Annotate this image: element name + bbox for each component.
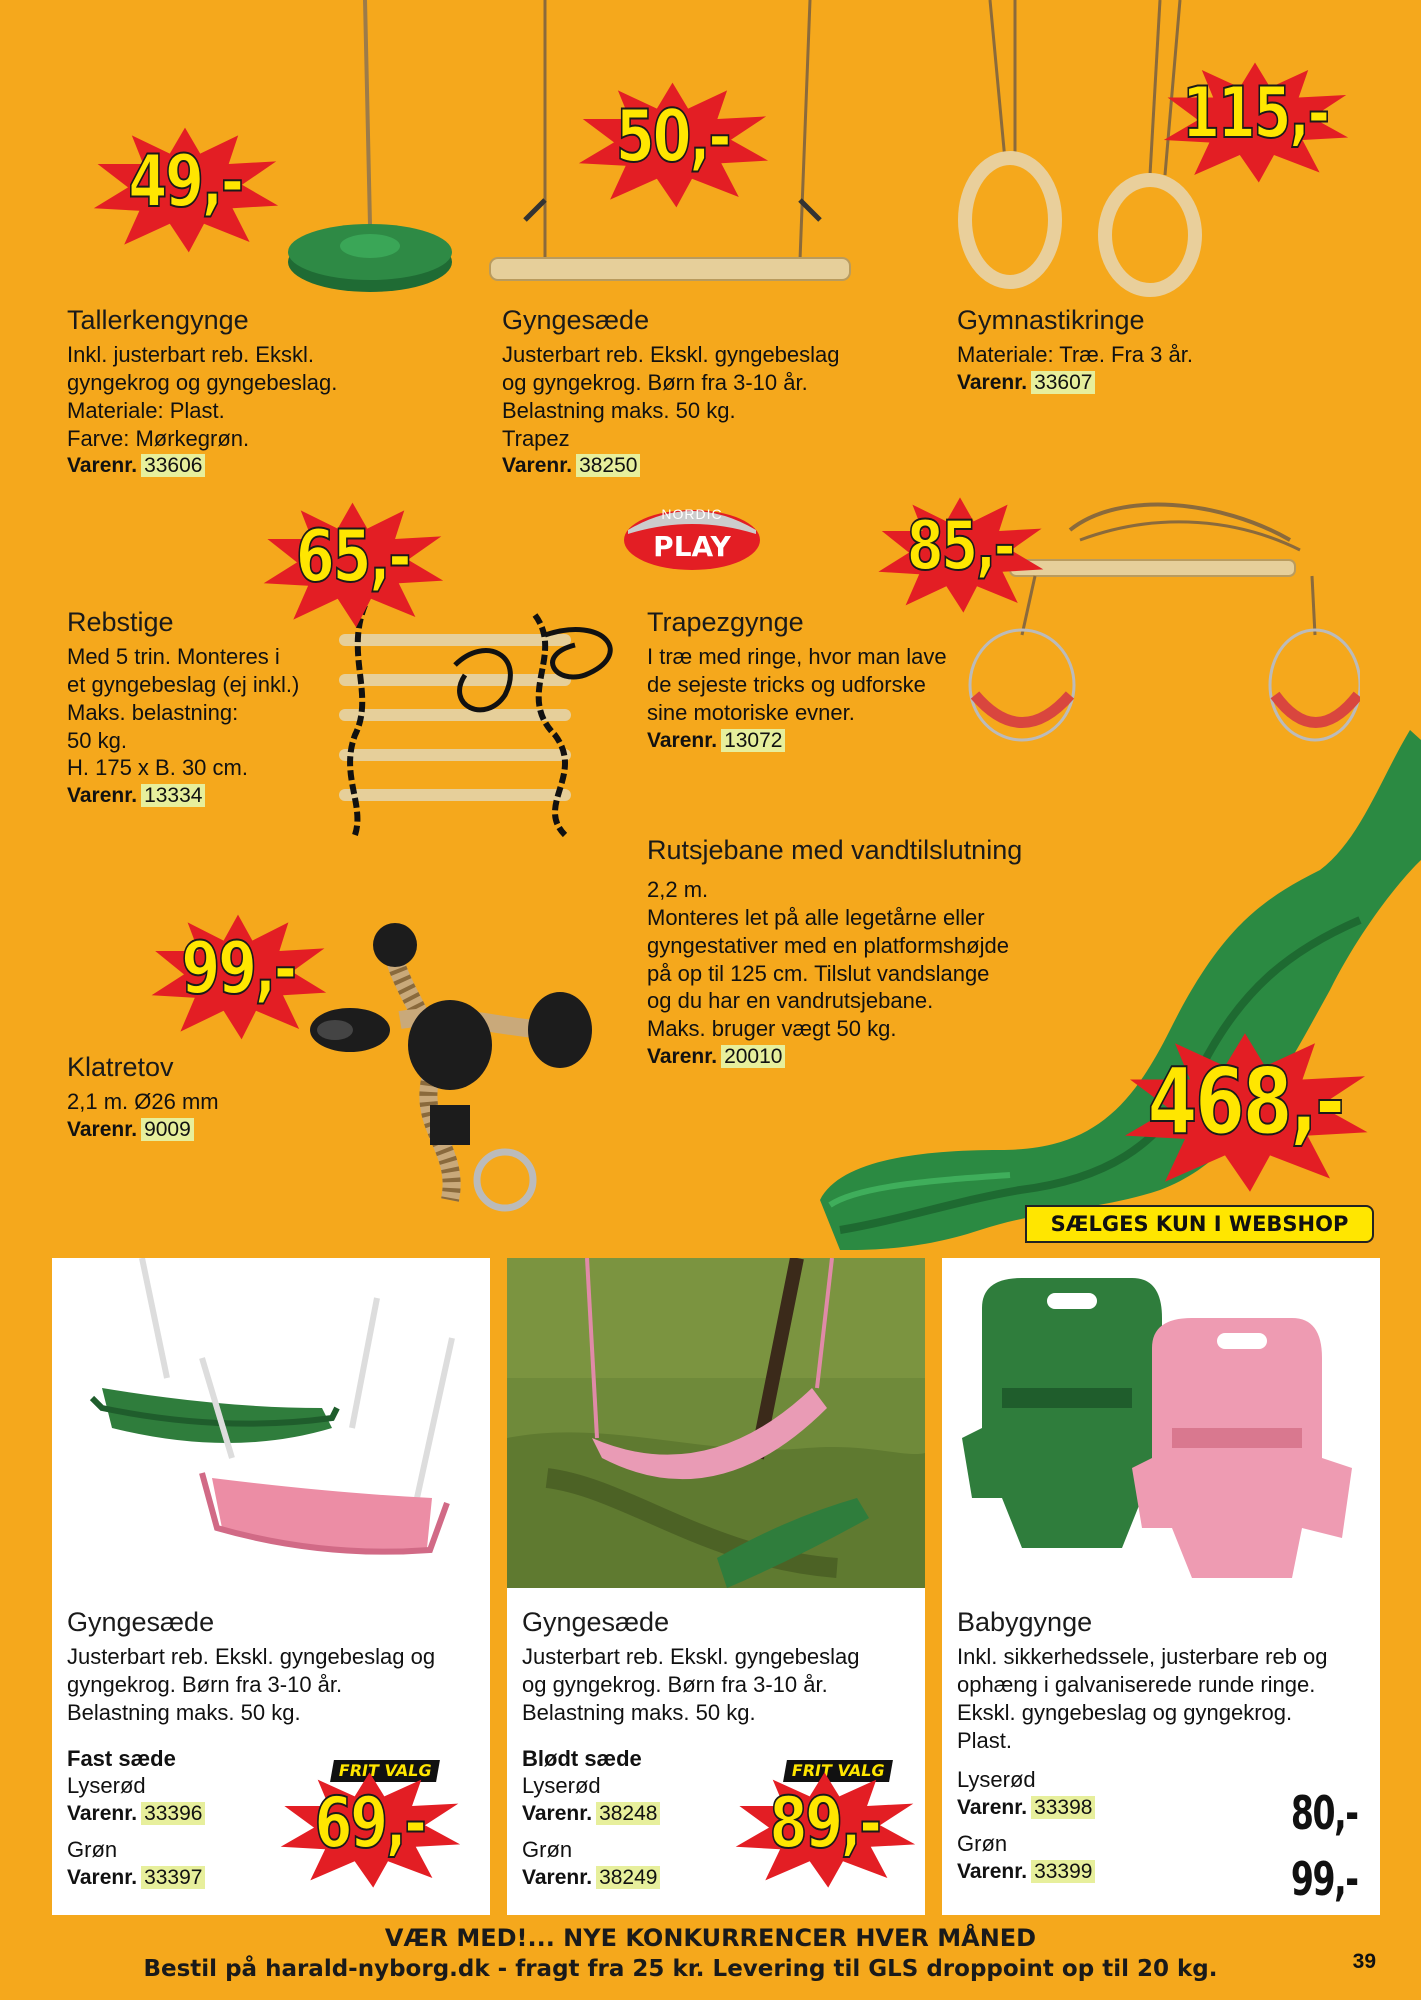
price-burst-blodt bbox=[732, 1770, 917, 1890]
price-burst-rutsjebane bbox=[1120, 1030, 1370, 1195]
price-burst-tallerken bbox=[90, 125, 280, 255]
price-burst-gyngesaede-trapez bbox=[575, 80, 770, 210]
desc-line: Med 5 trin. Monteres i bbox=[67, 643, 280, 669]
item-number: Varenr. 38250 bbox=[502, 452, 840, 479]
desc-line: og gyngekrog. Børn fra 3-10 år. bbox=[502, 369, 808, 395]
desc-line: Maks. belastning: bbox=[67, 699, 239, 725]
variant-color: Lyserød bbox=[67, 1773, 146, 1799]
baby-swings-image bbox=[962, 1278, 1372, 1588]
price-text: 89,- bbox=[769, 1782, 880, 1864]
panel-fast-saede bbox=[52, 1258, 490, 1915]
product-tallerken bbox=[67, 306, 337, 480]
desc-line: Belastning maks. 50 kg. bbox=[67, 1699, 301, 1725]
desc-line: Justerbart reb. Ekskl. gyngebeslag og bbox=[67, 1643, 436, 1669]
desc-line: Materiale: Plast. bbox=[67, 397, 225, 423]
item-number: Varenr. 33398 bbox=[957, 1794, 1328, 1821]
product-title: Klatretov bbox=[67, 1052, 174, 1082]
product-title: Gyngesæde bbox=[67, 1607, 215, 1637]
desc-line: Plast. bbox=[957, 1727, 1013, 1753]
price-text: 99,- bbox=[181, 926, 295, 1010]
rope-ladder-image bbox=[335, 595, 625, 845]
item-number: Varenr. 38249 bbox=[522, 1864, 860, 1891]
product-rutsjebane bbox=[647, 836, 1022, 1071]
desc-line: ophæng i galvaniserede runde ringe. bbox=[957, 1671, 1316, 1697]
desc-line: og gyngekrog. Børn fra 3-10 år. bbox=[522, 1671, 828, 1697]
desc-line: I træ med ringe, hvor man lave bbox=[647, 643, 947, 669]
desc-line: de sejeste tricks og udforske bbox=[647, 671, 926, 697]
product-desc bbox=[502, 341, 840, 453]
webshop-only-banner: SÆLGES KUN I WEBSHOP bbox=[1025, 1205, 1374, 1243]
price-gron: 99,- bbox=[1291, 1852, 1358, 1906]
product-title: Gyngesæde bbox=[522, 1607, 670, 1637]
product-title: Trapezgynge bbox=[647, 607, 804, 637]
desc-line: Inkl. justerbart reb. Ekskl. bbox=[67, 341, 314, 367]
variant-heading: Fast sæde bbox=[67, 1745, 176, 1771]
item-number: Varenr. 33397 bbox=[67, 1864, 435, 1891]
product-title: Rutsjebane med vandtilslutning bbox=[647, 835, 1023, 865]
product-title: Babygynge bbox=[957, 1607, 1093, 1637]
product-desc bbox=[647, 876, 1022, 1044]
item-number: Varenr. 13334 bbox=[67, 782, 299, 809]
desc-line: Farve: Mørkegrøn. bbox=[67, 425, 250, 451]
product-desc bbox=[67, 1088, 219, 1116]
item-number: Varenr. 13072 bbox=[647, 727, 947, 754]
product-title: Gyngesæde bbox=[502, 305, 650, 335]
product-gymnastik bbox=[957, 306, 1193, 396]
price-burst-trapezgynge bbox=[875, 495, 1045, 615]
desc-line: H. 175 x B. 30 cm. bbox=[67, 755, 248, 781]
product-title: Rebstige bbox=[67, 607, 174, 637]
product-desc bbox=[67, 341, 337, 453]
nordic-play-logo bbox=[622, 500, 762, 572]
product-gyngesaede-trapez bbox=[502, 306, 840, 480]
desc-line: et gyngebeslag (ej inkl.) bbox=[67, 671, 300, 697]
item-number: Varenr. 33396 bbox=[67, 1800, 435, 1827]
item-number: Varenr. 20010 bbox=[647, 1043, 1022, 1070]
desc-line: Trapez bbox=[502, 425, 570, 451]
page-number: 39 bbox=[1352, 1950, 1376, 1973]
disc-swing-image bbox=[270, 0, 470, 300]
desc-line: 50 kg. bbox=[67, 727, 127, 753]
desc-line: Monteres let på alle legetårne eller bbox=[647, 904, 985, 930]
desc-line: Justerbart reb. Ekskl. gyngebeslag bbox=[502, 341, 840, 367]
desc-line: Inkl. sikkerhedssele, justerbare reb og bbox=[957, 1643, 1328, 1669]
desc-line: 2,2 m. bbox=[647, 876, 709, 902]
price-text: 69,- bbox=[314, 1782, 425, 1864]
product-rebstige bbox=[67, 608, 299, 810]
desc-line: Maks. bruger vægt 50 kg. bbox=[647, 1016, 897, 1042]
variant-color: Lyserød bbox=[957, 1767, 1036, 1793]
desc-line: gyngestativer med en platformshøjde bbox=[647, 932, 1009, 958]
desc-line: sine motoriske evner. bbox=[647, 699, 855, 725]
item-number: Varenr. 33399 bbox=[957, 1858, 1328, 1885]
price-lyserod: 80,- bbox=[1291, 1786, 1358, 1840]
variant-color: Grøn bbox=[67, 1836, 118, 1862]
variant-color: Grøn bbox=[957, 1830, 1008, 1856]
item-number: Varenr. 9009 bbox=[67, 1116, 219, 1143]
desc-line: og du har en vandrutsjebane. bbox=[647, 988, 934, 1014]
panel-babygynge bbox=[942, 1258, 1380, 1915]
desc-line: 2,1 m. Ø26 mm bbox=[67, 1088, 219, 1114]
product-desc bbox=[67, 643, 299, 783]
product-title: Gymnastikringe bbox=[957, 305, 1145, 335]
desc-line: Belastning maks. 50 kg. bbox=[522, 1699, 756, 1725]
price-burst-klatretov bbox=[148, 912, 328, 1042]
item-number: Varenr. 33606 bbox=[67, 452, 337, 479]
variant-color: Lyserød bbox=[522, 1773, 601, 1799]
price-text: 49,- bbox=[128, 139, 242, 223]
product-desc bbox=[647, 643, 947, 727]
footer-shipping: Bestil på harald-nyborg.dk - fragt fra 25 kr. Levering til GLS droppoint op til 20 kg. bbox=[143, 1956, 1218, 1982]
desc-line: Justerbart reb. Ekskl. gyngebeslag bbox=[522, 1643, 860, 1669]
climbing-rope-image bbox=[300, 920, 620, 1220]
price-burst-gymnastik bbox=[1160, 60, 1350, 185]
price-text: 115,- bbox=[1182, 72, 1328, 154]
product-title: Tallerkengynge bbox=[67, 305, 249, 335]
item-number: Varenr. 38248 bbox=[522, 1800, 860, 1827]
logo-top: NORDIC bbox=[661, 506, 723, 522]
desc-line: på op til 125 cm. Tilslut vandslange bbox=[647, 960, 990, 986]
logo-bottom: PLAY bbox=[653, 530, 731, 563]
footer-competition: VÆR MED!... NYE KONKURRENCER HVER MÅNED bbox=[384, 1924, 1037, 1952]
frit-valg-tag: FRIT VALG bbox=[330, 1760, 440, 1782]
panel-blodt-saede bbox=[507, 1258, 925, 1915]
soft-swing-photo bbox=[507, 1258, 925, 1588]
desc-line: Materiale: Træ. Fra 3 år. bbox=[957, 341, 1193, 367]
variant-heading: Blødt sæde bbox=[522, 1745, 642, 1771]
frit-valg-tag: FRIT VALG bbox=[783, 1760, 893, 1782]
price-text: 65,- bbox=[295, 514, 410, 598]
variant-color: Grøn bbox=[522, 1836, 573, 1862]
price-text: 468,- bbox=[1147, 1048, 1343, 1155]
item-number: Varenr. 33607 bbox=[957, 369, 1193, 396]
product-desc bbox=[957, 1643, 1328, 1755]
product-desc bbox=[522, 1643, 860, 1727]
price-text: 50,- bbox=[615, 94, 730, 178]
desc-line: Belastning maks. 50 kg. bbox=[502, 397, 736, 423]
product-klatretov bbox=[67, 1053, 219, 1143]
flat-swing-seats-image bbox=[72, 1258, 482, 1588]
price-text: 85,- bbox=[906, 507, 1014, 586]
product-desc bbox=[67, 1643, 435, 1727]
desc-line: gyngekrog og gyngebeslag. bbox=[67, 369, 338, 395]
desc-line: Ekskl. gyngebeslag og gyngekrog. bbox=[957, 1699, 1293, 1725]
product-desc bbox=[957, 341, 1193, 369]
price-burst-fast bbox=[277, 1770, 462, 1890]
desc-line: gyngekrog. Børn fra 3-10 år. bbox=[67, 1671, 343, 1697]
